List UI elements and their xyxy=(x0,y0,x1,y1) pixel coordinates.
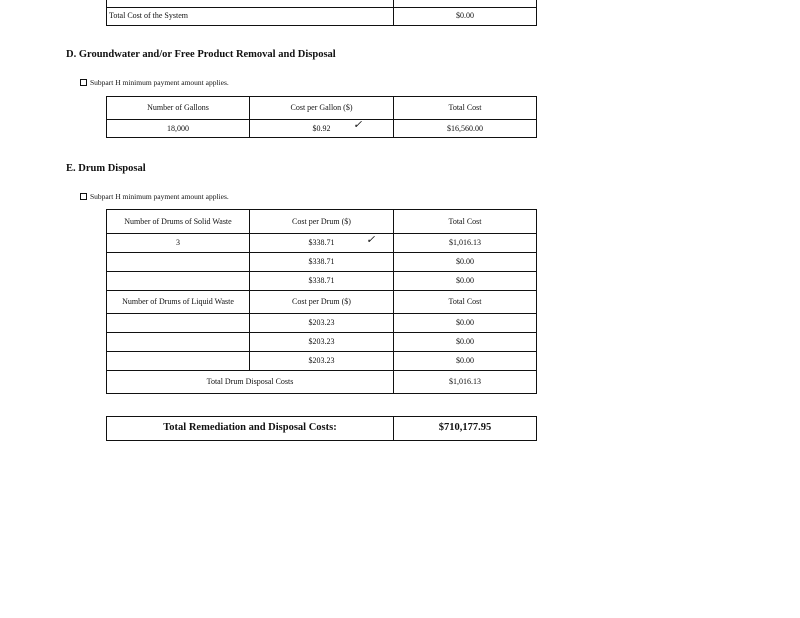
liquid-drums-count xyxy=(107,314,250,333)
gallons-value: 18,000 xyxy=(107,120,250,138)
grand-total-label: Total Remediation and Disposal Costs: xyxy=(107,417,394,441)
subpart-h-checkbox[interactable] xyxy=(80,79,87,86)
solid-drums-count xyxy=(107,272,250,291)
drum-disposal-total-value: $1,016.13 xyxy=(394,371,537,394)
table-cell xyxy=(394,0,537,7)
liquid-drums-count xyxy=(107,333,250,352)
gallons-total-cost: $16,560.00 xyxy=(394,120,537,138)
table-header: Total Cost xyxy=(394,210,537,234)
section-d-checkbox-row[interactable] xyxy=(80,78,229,87)
solid-cost-per-drum: $338.71 xyxy=(250,272,394,291)
solid-drums-count: 3 xyxy=(107,234,250,253)
liquid-total-cost: $0.00 xyxy=(394,352,537,371)
liquid-drums-count xyxy=(107,352,250,371)
table-header: Cost per Gallon ($) xyxy=(250,97,394,120)
table-cell xyxy=(107,0,394,7)
grand-total-value: $710,177.95 xyxy=(394,417,537,441)
table-header: Number of Drums of Solid Waste xyxy=(107,210,250,234)
solid-cost-per-drum: $338.71 xyxy=(250,253,394,272)
solid-total-cost: $1,016.13 xyxy=(394,234,537,253)
table-header: Number of Gallons xyxy=(107,97,250,120)
solid-cost-per-drum: $338.71 xyxy=(250,234,394,253)
section-e-checkbox-row[interactable] xyxy=(80,192,229,201)
table-header: Cost per Drum ($) xyxy=(250,210,394,234)
table-header: Total Cost xyxy=(394,97,537,120)
liquid-total-cost: $0.00 xyxy=(394,333,537,352)
section-e-title: E. Drum Disposal xyxy=(66,163,146,174)
liquid-cost-per-drum: $203.23 xyxy=(250,314,394,333)
solid-total-cost: $0.00 xyxy=(394,253,537,272)
liquid-cost-per-drum: $203.23 xyxy=(250,352,394,371)
groundwater-table xyxy=(106,96,537,138)
subpart-h-checkbox[interactable] xyxy=(80,193,87,200)
solid-drums-count xyxy=(107,253,250,272)
liquid-cost-per-drum: $203.23 xyxy=(250,333,394,352)
liquid-total-cost: $0.00 xyxy=(394,314,537,333)
check-mark-icon: ✓ xyxy=(366,234,376,246)
table-header: Number of Drums of Liquid Waste xyxy=(107,291,250,314)
system-cost-table xyxy=(106,0,537,26)
total-cost-system-label: Total Cost of the System xyxy=(107,7,394,25)
solid-total-cost: $0.00 xyxy=(394,272,537,291)
cost-per-gallon-value: $0.92 xyxy=(250,120,394,138)
section-d-title: D. Groundwater and/or Free Product Removal and Disposal xyxy=(66,49,336,60)
check-mark-icon: ✓ xyxy=(353,119,363,131)
table-header: Cost per Drum ($) xyxy=(250,291,394,314)
grand-total-table xyxy=(106,416,537,441)
table-header: Total Cost xyxy=(394,291,537,314)
drum-disposal-table xyxy=(106,209,537,394)
total-cost-system-value: $0.00 xyxy=(394,7,537,25)
checkbox-label: Subpart H minimum payment amount applies. xyxy=(90,78,229,87)
drum-disposal-total-label: Total Drum Disposal Costs xyxy=(107,371,394,394)
checkbox-label: Subpart H minimum payment amount applies. xyxy=(90,192,229,201)
